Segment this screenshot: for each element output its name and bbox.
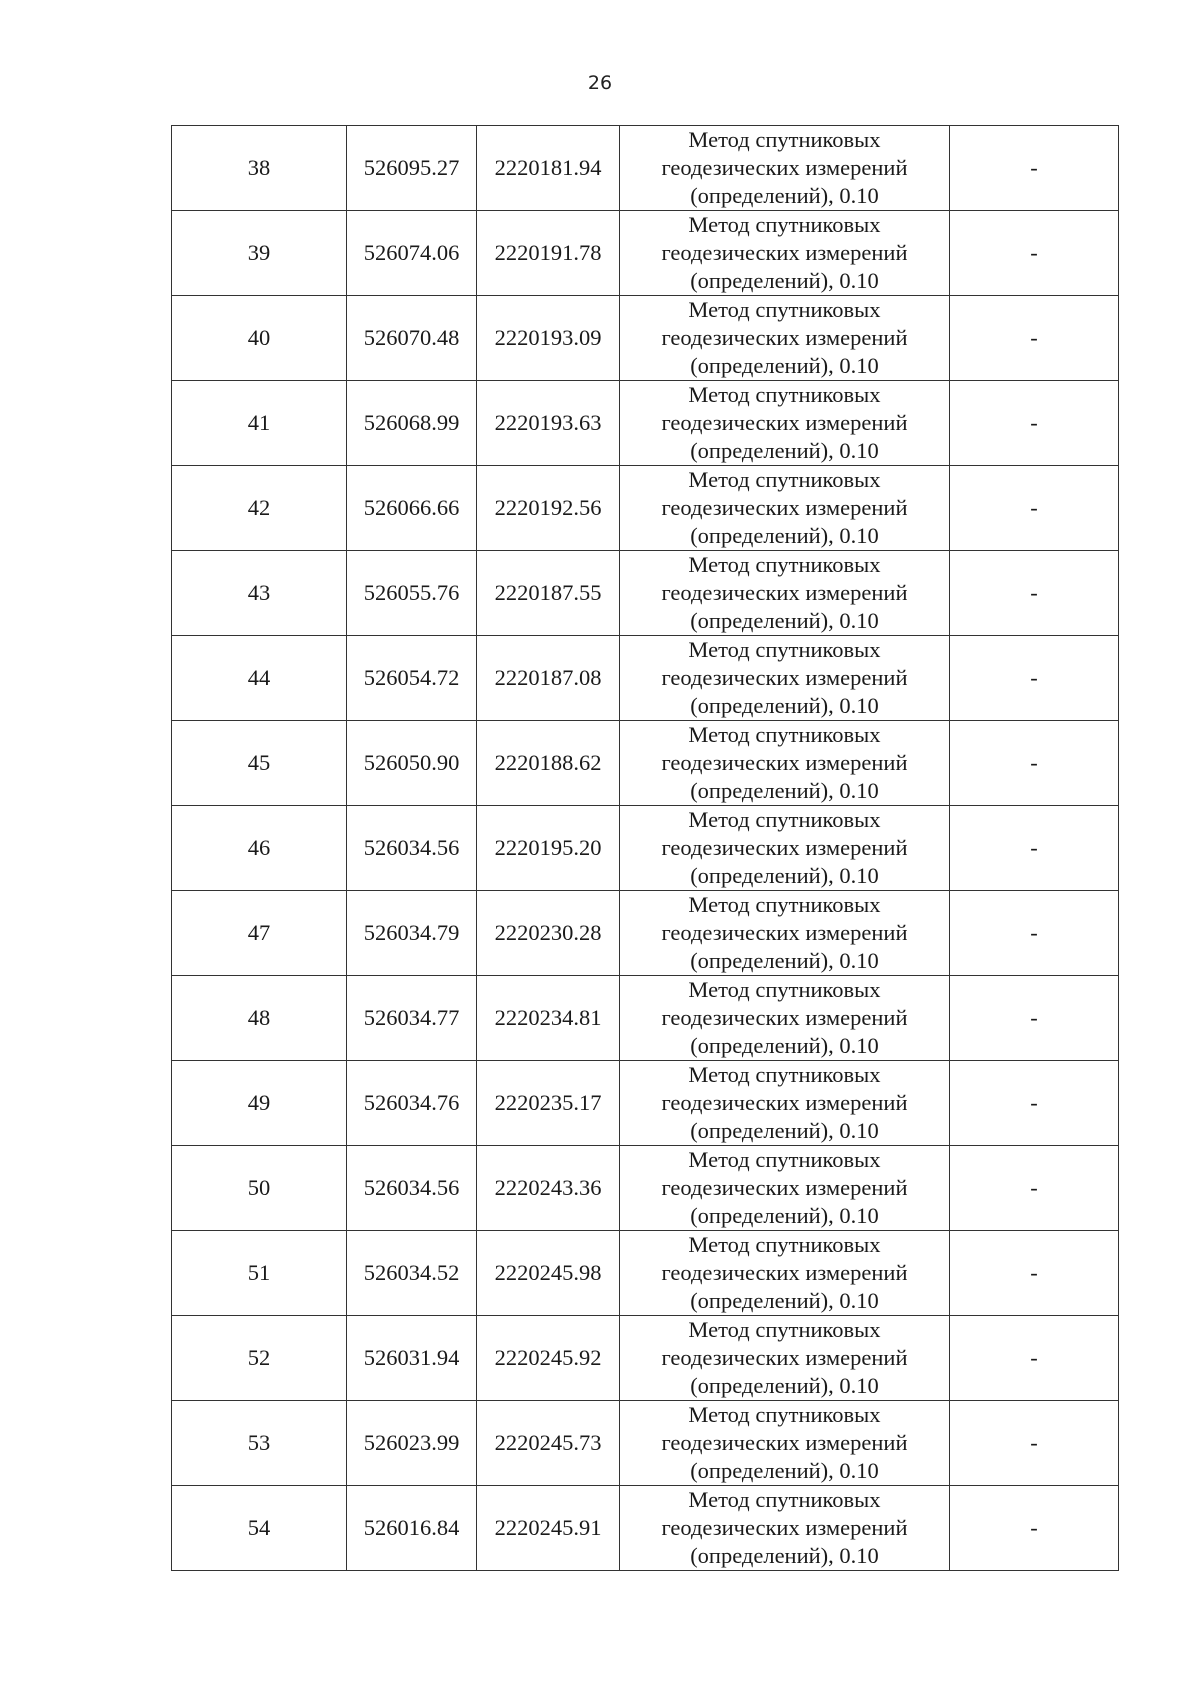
- x-coordinate-cell: 526034.56: [347, 1146, 477, 1231]
- method-text-line: (определений), 0.10: [690, 608, 879, 633]
- method-text-line: геодезических измерений: [661, 1430, 908, 1455]
- method-text-line: (определений), 0.10: [690, 268, 879, 293]
- description-cell: -: [950, 1401, 1119, 1486]
- x-coordinate-cell: 526016.84: [347, 1486, 477, 1571]
- x-coordinate-cell: 526034.76: [347, 1061, 477, 1146]
- point-number-cell: 53: [172, 1401, 347, 1486]
- table-row: [172, 721, 1119, 806]
- method-cell: [620, 1231, 950, 1316]
- y-coordinate-cell: 2220230.28: [477, 891, 620, 976]
- y-coordinate-cell: 2220245.92: [477, 1316, 620, 1401]
- method-cell: [620, 1486, 950, 1571]
- point-number-cell: 45: [172, 721, 347, 806]
- method-text-line: Метод спутниковых: [688, 977, 881, 1002]
- x-coordinate-cell: 526095.27: [347, 126, 477, 211]
- point-number-cell: 43: [172, 551, 347, 636]
- table-row: [172, 636, 1119, 721]
- point-number-cell: 51: [172, 1231, 347, 1316]
- method-cell: [620, 1146, 950, 1231]
- table-row: [172, 211, 1119, 296]
- table-row: [172, 891, 1119, 976]
- method-text-line: Метод спутниковых: [688, 552, 881, 577]
- method-text-line: Метод спутниковых: [688, 1487, 881, 1512]
- table-row: [172, 1316, 1119, 1401]
- method-text-line: геодезических измерений: [661, 410, 908, 435]
- method-cell: [620, 636, 950, 721]
- description-cell: -: [950, 1061, 1119, 1146]
- method-text-line: (определений), 0.10: [690, 438, 879, 463]
- method-text-line: геодезических измерений: [661, 1345, 908, 1370]
- method-text-line: (определений), 0.10: [690, 778, 879, 803]
- description-cell: -: [950, 891, 1119, 976]
- method-cell: [620, 1061, 950, 1146]
- point-number-cell: 42: [172, 466, 347, 551]
- point-number-cell: 49: [172, 1061, 347, 1146]
- y-coordinate-cell: 2220234.81: [477, 976, 620, 1061]
- y-coordinate-cell: 2220235.17: [477, 1061, 620, 1146]
- method-text-line: геодезических измерений: [661, 495, 908, 520]
- description-cell: -: [950, 381, 1119, 466]
- x-coordinate-cell: 526055.76: [347, 551, 477, 636]
- x-coordinate-cell: 526074.06: [347, 211, 477, 296]
- method-text-line: (определений), 0.10: [690, 523, 879, 548]
- description-cell: -: [950, 551, 1119, 636]
- method-text-line: Метод спутниковых: [688, 127, 881, 152]
- method-text-line: Метод спутниковых: [688, 382, 881, 407]
- method-text-line: Метод спутниковых: [688, 212, 881, 237]
- method-text-line: геодезических измерений: [661, 1005, 908, 1030]
- method-text-line: геодезических измерений: [661, 240, 908, 265]
- y-coordinate-cell: 2220181.94: [477, 126, 620, 211]
- point-number-cell: 40: [172, 296, 347, 381]
- table-row: [172, 1146, 1119, 1231]
- method-cell: [620, 126, 950, 211]
- method-text-line: (определений), 0.10: [690, 693, 879, 718]
- method-text-line: (определений), 0.10: [690, 1033, 879, 1058]
- point-number-cell: 48: [172, 976, 347, 1061]
- method-text-line: (определений), 0.10: [690, 353, 879, 378]
- y-coordinate-cell: 2220245.98: [477, 1231, 620, 1316]
- description-cell: -: [950, 126, 1119, 211]
- method-text-line: Метод спутниковых: [688, 892, 881, 917]
- method-cell: [620, 296, 950, 381]
- table-row: [172, 1231, 1119, 1316]
- x-coordinate-cell: 526070.48: [347, 296, 477, 381]
- method-text-line: Метод спутниковых: [688, 722, 881, 747]
- x-coordinate-cell: 526034.79: [347, 891, 477, 976]
- description-cell: -: [950, 721, 1119, 806]
- y-coordinate-cell: 2220193.09: [477, 296, 620, 381]
- method-text-line: Метод спутниковых: [688, 1317, 881, 1342]
- point-number-cell: 44: [172, 636, 347, 721]
- table-row: [172, 296, 1119, 381]
- method-cell: [620, 381, 950, 466]
- method-text-line: Метод спутниковых: [688, 297, 881, 322]
- method-text-line: Метод спутниковых: [688, 807, 881, 832]
- y-coordinate-cell: 2220195.20: [477, 806, 620, 891]
- method-text-line: геодезических измерений: [661, 920, 908, 945]
- description-cell: -: [950, 976, 1119, 1061]
- description-cell: -: [950, 1146, 1119, 1231]
- method-text-line: (определений), 0.10: [690, 1543, 879, 1568]
- method-text-line: геодезических измерений: [661, 1515, 908, 1540]
- method-cell: [620, 806, 950, 891]
- y-coordinate-cell: 2220188.62: [477, 721, 620, 806]
- x-coordinate-cell: 526034.77: [347, 976, 477, 1061]
- method-cell: [620, 1316, 950, 1401]
- point-number-cell: 47: [172, 891, 347, 976]
- method-text-line: Метод спутниковых: [688, 1232, 881, 1257]
- table-row: [172, 976, 1119, 1061]
- y-coordinate-cell: 2220243.36: [477, 1146, 620, 1231]
- method-text-line: геодезических измерений: [661, 1175, 908, 1200]
- x-coordinate-cell: 526031.94: [347, 1316, 477, 1401]
- table-row: [172, 126, 1119, 211]
- method-cell: [620, 211, 950, 296]
- table-row: [172, 1486, 1119, 1571]
- x-coordinate-cell: 526054.72: [347, 636, 477, 721]
- description-cell: -: [950, 636, 1119, 721]
- description-cell: -: [950, 1231, 1119, 1316]
- method-cell: [620, 466, 950, 551]
- y-coordinate-cell: 2220187.08: [477, 636, 620, 721]
- point-number-cell: 38: [172, 126, 347, 211]
- method-text-line: геодезических измерений: [661, 580, 908, 605]
- table-row: [172, 1401, 1119, 1486]
- description-cell: -: [950, 296, 1119, 381]
- method-text-line: геодезических измерений: [661, 155, 908, 180]
- table-row: [172, 806, 1119, 891]
- y-coordinate-cell: 2220245.73: [477, 1401, 620, 1486]
- table-row: [172, 466, 1119, 551]
- method-text-line: геодезических измерений: [661, 1090, 908, 1115]
- description-cell: -: [950, 1486, 1119, 1571]
- x-coordinate-cell: 526023.99: [347, 1401, 477, 1486]
- method-text-line: (определений), 0.10: [690, 1288, 879, 1313]
- method-text-line: (определений), 0.10: [690, 1118, 879, 1143]
- description-cell: -: [950, 1316, 1119, 1401]
- point-number-cell: 52: [172, 1316, 347, 1401]
- y-coordinate-cell: 2220193.63: [477, 381, 620, 466]
- description-cell: -: [950, 211, 1119, 296]
- coordinates-table-body: [172, 126, 1119, 1571]
- point-number-cell: 50: [172, 1146, 347, 1231]
- table-row: [172, 381, 1119, 466]
- method-text-line: (определений), 0.10: [690, 1203, 879, 1228]
- method-text-line: геодезических измерений: [661, 325, 908, 350]
- method-cell: [620, 721, 950, 806]
- description-cell: -: [950, 806, 1119, 891]
- method-text-line: геодезических измерений: [661, 665, 908, 690]
- y-coordinate-cell: 2220192.56: [477, 466, 620, 551]
- method-text-line: (определений), 0.10: [690, 948, 879, 973]
- coordinates-table: [171, 125, 1119, 1571]
- y-coordinate-cell: 2220187.55: [477, 551, 620, 636]
- method-text-line: геодезических измерений: [661, 750, 908, 775]
- table-row: [172, 551, 1119, 636]
- x-coordinate-cell: 526034.56: [347, 806, 477, 891]
- method-text-line: Метод спутниковых: [688, 1147, 881, 1172]
- point-number-cell: 46: [172, 806, 347, 891]
- method-text-line: (определений), 0.10: [690, 183, 879, 208]
- x-coordinate-cell: 526050.90: [347, 721, 477, 806]
- point-number-cell: 54: [172, 1486, 347, 1571]
- method-text-line: (определений), 0.10: [690, 863, 879, 888]
- page-number: 26: [587, 72, 613, 94]
- method-cell: [620, 976, 950, 1061]
- x-coordinate-cell: 526066.66: [347, 466, 477, 551]
- method-text-line: Метод спутниковых: [688, 1402, 881, 1427]
- method-cell: [620, 891, 950, 976]
- x-coordinate-cell: 526034.52: [347, 1231, 477, 1316]
- method-cell: [620, 551, 950, 636]
- table-row: [172, 1061, 1119, 1146]
- method-text-line: геодезических измерений: [661, 1260, 908, 1285]
- x-coordinate-cell: 526068.99: [347, 381, 477, 466]
- method-text-line: Метод спутниковых: [688, 1062, 881, 1087]
- method-text-line: (определений), 0.10: [690, 1458, 879, 1483]
- method-text-line: Метод спутниковых: [688, 467, 881, 492]
- method-text-line: геодезических измерений: [661, 835, 908, 860]
- method-text-line: Метод спутниковых: [688, 637, 881, 662]
- y-coordinate-cell: 2220245.91: [477, 1486, 620, 1571]
- point-number-cell: 41: [172, 381, 347, 466]
- description-cell: -: [950, 466, 1119, 551]
- method-text-line: (определений), 0.10: [690, 1373, 879, 1398]
- y-coordinate-cell: 2220191.78: [477, 211, 620, 296]
- method-cell: [620, 1401, 950, 1486]
- point-number-cell: 39: [172, 211, 347, 296]
